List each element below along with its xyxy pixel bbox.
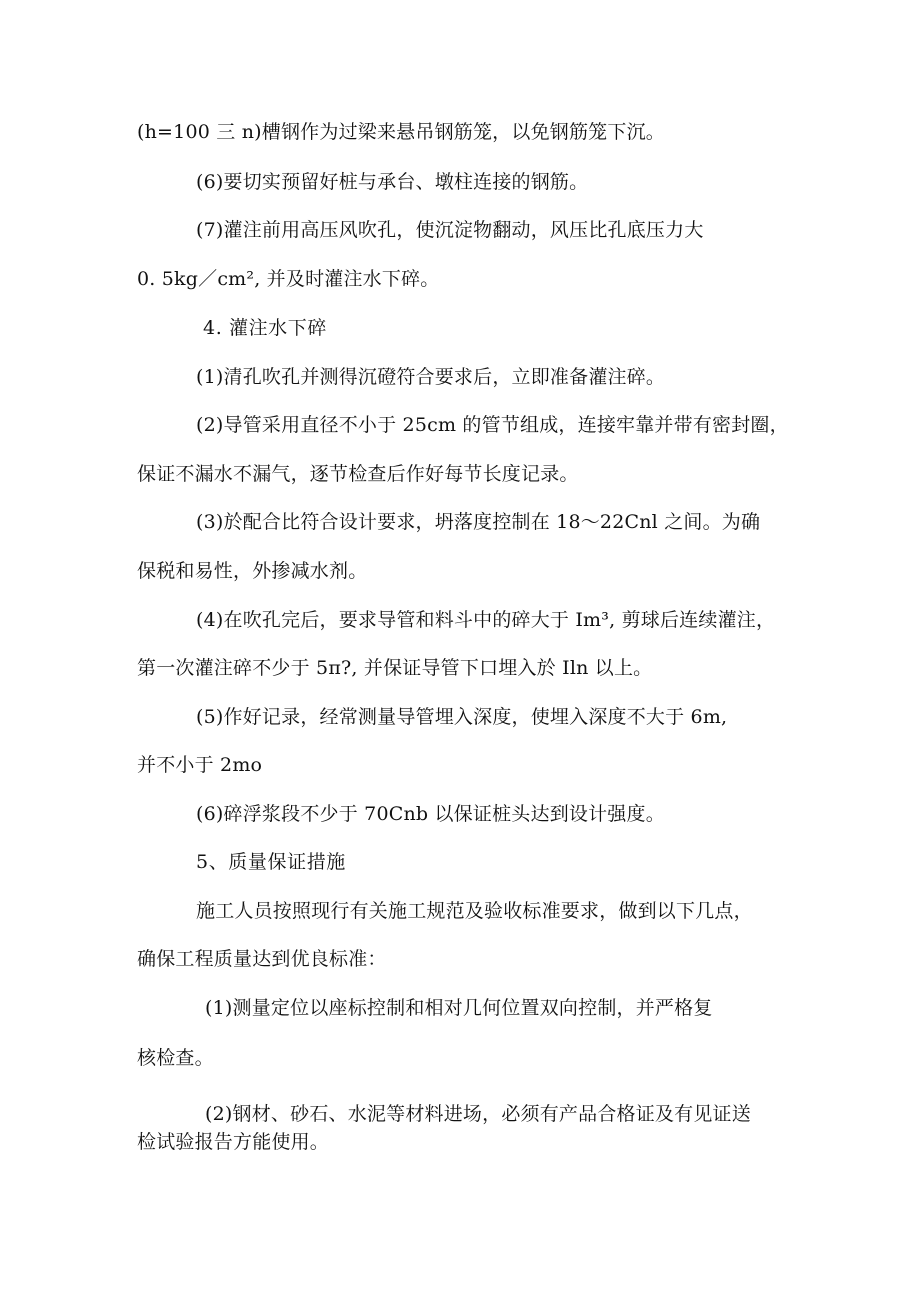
section-heading: 5、质量保证措施 [196, 851, 346, 873]
text-line: (2)钢材、砂石、水泥等材料进场，必须有产品合格证及有见证送 [205, 1103, 751, 1125]
text-line: (5)作好记录，经常测量导管埋入深度，使埋入深度不大于 6m, [196, 706, 728, 728]
text-line: (2)导管采用直径不小于 25cm 的管节组成，连接牢靠并带有密封圈， [196, 414, 789, 436]
text-line: 确保工程质量达到优良标准： [137, 948, 387, 970]
section-heading: 4. 灌注水下碎 [203, 317, 327, 339]
text-line: (h=100 三 n)槽钢作为过梁来悬吊钢筋笼，以免钢筋笼下沉。 [137, 121, 665, 143]
text-line: 保税和易性，外掺减水剂。 [137, 560, 368, 582]
text-line: 0. 5kg／cm², 并及时灌注水下碎。 [137, 268, 440, 290]
text-line: 保证不漏水不漏气，逐节检查后作好每节长度记录。 [137, 463, 579, 485]
text-line: 施工人员按照现行有关施工规范及验收标准要求，做到以下几点， [196, 900, 753, 922]
text-line: (1)清孔吹孔并测得沉磴符合要求后，立即准备灌注碎。 [196, 366, 666, 388]
text-line: 第一次灌注碎不少于 5π?, 并保证导管下口埋入於 Iln 以上。 [137, 657, 653, 679]
text-line: 并不小于 2mo [137, 754, 263, 776]
text-line: 核检查。 [137, 1047, 214, 1069]
text-line: (7)灌注前用高压风吹孔，使沉淀物翻动，风压比孔底压力大 [196, 219, 704, 241]
text-line: (3)於配合比符合设计要求，坍落度控制在 18～22Cnl 之间。为确 [196, 511, 761, 533]
text-line: (1)测量定位以座标控制和相对几何位置双向控制，并严格复 [205, 997, 713, 1019]
text-line: (4)在吹孔完后，要求导管和料斗中的碎大于 Im³, 剪球后连续灌注， [196, 609, 776, 631]
text-line: (6)要切实预留好桩与承台、墩柱连接的钢筋。 [196, 171, 589, 193]
text-line: 检试验报告方能使用。 [137, 1131, 330, 1153]
text-line: (6)碎浮浆段不少于 70Cnb 以保证桩头达到设计强度。 [196, 803, 665, 825]
